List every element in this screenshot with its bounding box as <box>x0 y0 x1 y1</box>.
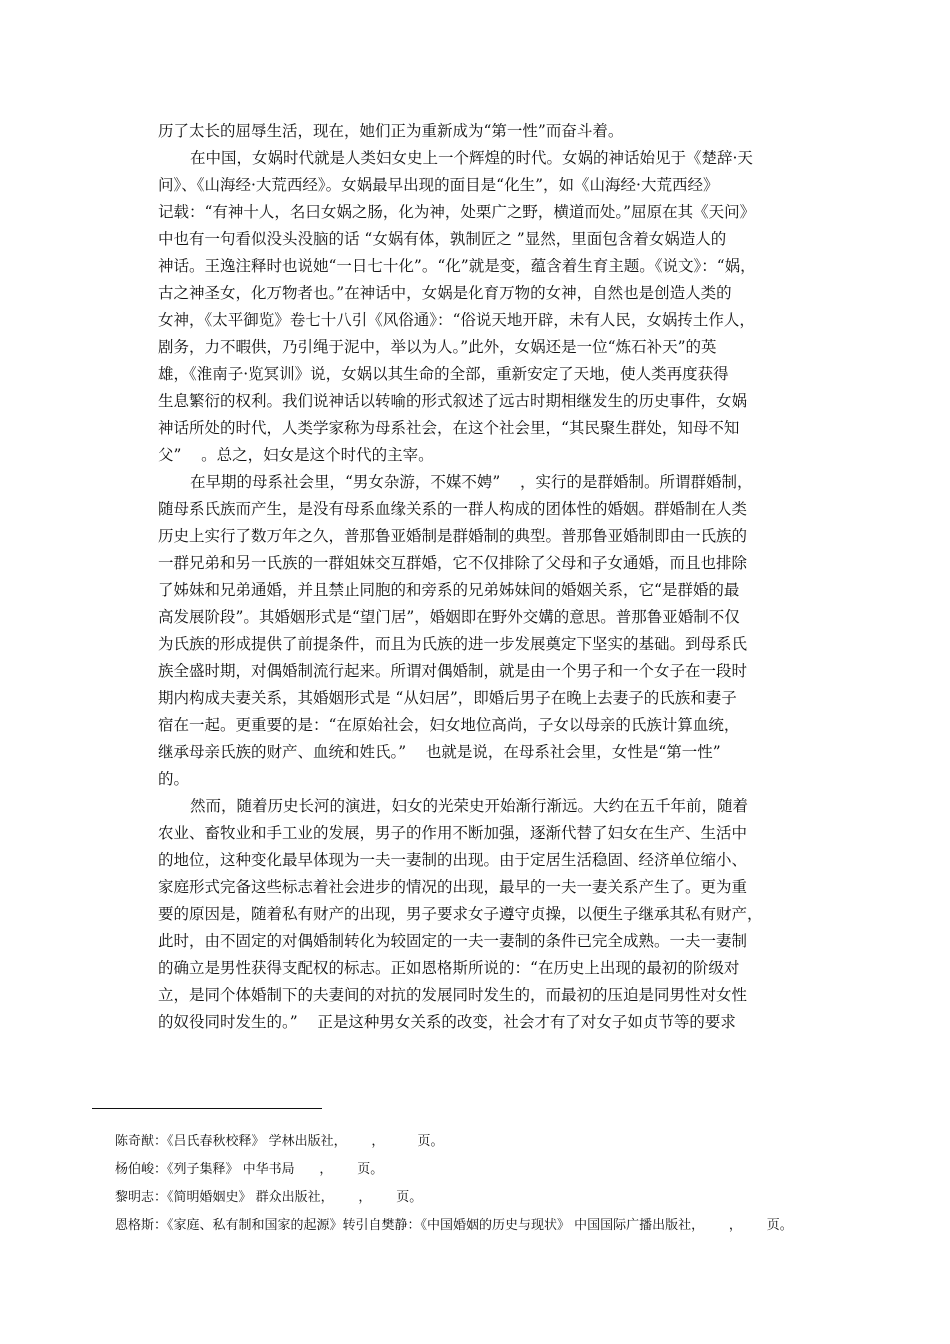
text-line: 高发展阶段”。其婚姻形式是“望门居”，婚姻即在野外交媾的意思。普那鲁亚婚制不仅 <box>158 608 740 626</box>
text-line: 一群兄弟和另一氏族的一群姐妹交互群婚，它不仅排除了父母和子女通婚，而且也排除 <box>158 554 748 572</box>
text-line: 的地位，这种变化最早体现为一夫一妻制的出现。由于定居生活稳固、经济单位缩小、 <box>158 851 748 869</box>
text-line: 此时，由不固定的对偶婚制转化为较固定的一夫一妻制的条件已完全成熟。一夫一妻制 <box>158 932 748 950</box>
footnote: 陈奇猷：《吕氏春秋校释》 学林出版社， ， 页。 <box>115 1134 444 1149</box>
paragraph <box>158 469 798 793</box>
text-line: 的奴役同时发生的。” 正是这种男女关系的改变，社会才有了对女子如贞节等的要求 <box>158 1013 736 1031</box>
text-line: 雄，《淮南子·览冥训》说，女娲以其生命的全部，重新安定了天地，使人类再度获得 <box>158 365 729 383</box>
text-line: 在早期的母系社会里，“男女杂游，不媒不娉” ，实行的是群婚制。所谓群婚制， <box>190 473 753 491</box>
text-line: 要的原因是，随着私有财产的出现，男子要求女子遵守贞操，以便生子继承其私有财产， <box>158 905 763 923</box>
text-line: 剧务，力不暇供，乃引绳于泥中，举以为人。”此外，女娲还是一位“炼石补天”的英 <box>158 338 717 356</box>
text-line: 父” 。总之，妇女是这个时代的主宰。 <box>158 446 434 464</box>
text-line: 神话。王逸注释时也说她“一日七十化”。“化”就是变，蕴含着生育主题。《说文》：“娲， <box>158 257 756 275</box>
text-line: 然而，随着历史长河的演进，妇女的光荣史开始渐行渐远。大约在五千年前，随着 <box>190 797 749 815</box>
footnote-separator <box>92 1108 322 1109</box>
text-line: 历史上实行了数万年之久，普那鲁亚婚制是群婚制的典型。普那鲁亚婚制即由一氏族的 <box>158 527 748 545</box>
text-line: 随母系氏族而产生，是没有母系血缘关系的一群人构成的团体性的婚姻。群婚制在人类 <box>158 500 748 518</box>
text-line: 历了太长的屈辱生活，现在，她们正为重新成为“第一性”而奋斗着。 <box>158 122 624 140</box>
text-line: 的。 <box>158 770 190 788</box>
text-line: 神话所处的时代，人类学家称为母系社会，在这个社会里，“其民聚生群处，知母不知 <box>158 419 740 437</box>
footnote: 恩格斯：《家庭、私有制和国家的起源》转引自樊静：《中国婚姻的历史与现状》 中国国际广播出版社， ， 页。 <box>115 1218 793 1233</box>
body-text <box>158 118 798 1036</box>
text-line: 生息繁衍的权利。我们说神话以转喻的形式叙述了远古时期相继发生的历史事件，女娲 <box>158 392 748 410</box>
text-line: 立，是同个体婚制下的夫妻间的对抗的发展同时发生的，而最初的压迫是同男性对女性 <box>158 986 748 1004</box>
text-line: 了姊妹和兄弟通婚，并且禁止同胞的和旁系的兄弟姊妹间的婚姻关系，它“是群婚的最 <box>158 581 740 599</box>
paragraph <box>158 793 798 1036</box>
footnotes <box>115 1128 915 1240</box>
text-line: 继承母亲氏族的财产、血统和姓氏。” 也就是说，在母系社会里，女性是“第一性” <box>158 743 721 761</box>
paragraph <box>158 145 798 469</box>
text-line: 问》、《山海经·大荒西经》。女娲最早出现的面目是“化生”，如《山海经·大荒西经》 <box>158 176 719 194</box>
paragraph <box>158 118 798 145</box>
text-line: 古之神圣女，化万物者也。”在神话中，女娲是化育万物的女神，自然也是创造人类的 <box>158 284 732 302</box>
text-line: 的确立是男性获得支配权的标志。正如恩格斯所说的：“在历史上出现的最初的阶级对 <box>158 959 740 977</box>
footnote: 杨伯峻：《列子集释》 中华书局 ， 页。 <box>115 1162 384 1177</box>
text-line: 记载：“有神十人，名曰女娲之肠，化为神，处栗广之野，横道而处。”屈原在其《天问》 <box>158 203 756 221</box>
text-line: 在中国，女娲时代就是人类妇女史上一个辉煌的时代。女娲的神话始见于《楚辞·天 <box>190 149 753 167</box>
text-line: 家庭形式完备这些标志着社会进步的情况的出现，最早的一夫一妻关系产生了。更为重 <box>158 878 748 896</box>
footnote: 黎明志：《简明婚姻史》 群众出版社， ， 页。 <box>115 1190 423 1205</box>
text-line: 女神，《太平御览》卷七十八引《风俗通》：“俗说天地开辟，未有人民，女娲抟土作人， <box>158 311 755 329</box>
text-line: 农业、畜牧业和手工业的发展，男子的作用不断加强，逐渐代替了妇女在生产、生活中 <box>158 824 748 842</box>
text-line: 期内构成夫妻关系，其婚姻形式是 “从妇居”，即婚后男子在晚上去妻子的氏族和妻子 <box>158 689 737 707</box>
text-line: 族全盛时期，对偶婚制流行起来。所谓对偶婚制，就是由一个男子和一个女子在一段时 <box>158 662 748 680</box>
text-line: 为氏族的形成提供了前提条件，而且为氏族的进一步发展奠定下坚实的基础。到母系氏 <box>158 635 748 653</box>
text-line: 宿在一起。更重要的是：“在原始社会，妇女地位高尚，子女以母亲的氏族计算血统， <box>158 716 740 734</box>
text-line: 中也有一句看似没头没脑的话 “女娲有体，孰制匠之 ”显然，里面包含着女娲造人的 <box>158 230 727 248</box>
